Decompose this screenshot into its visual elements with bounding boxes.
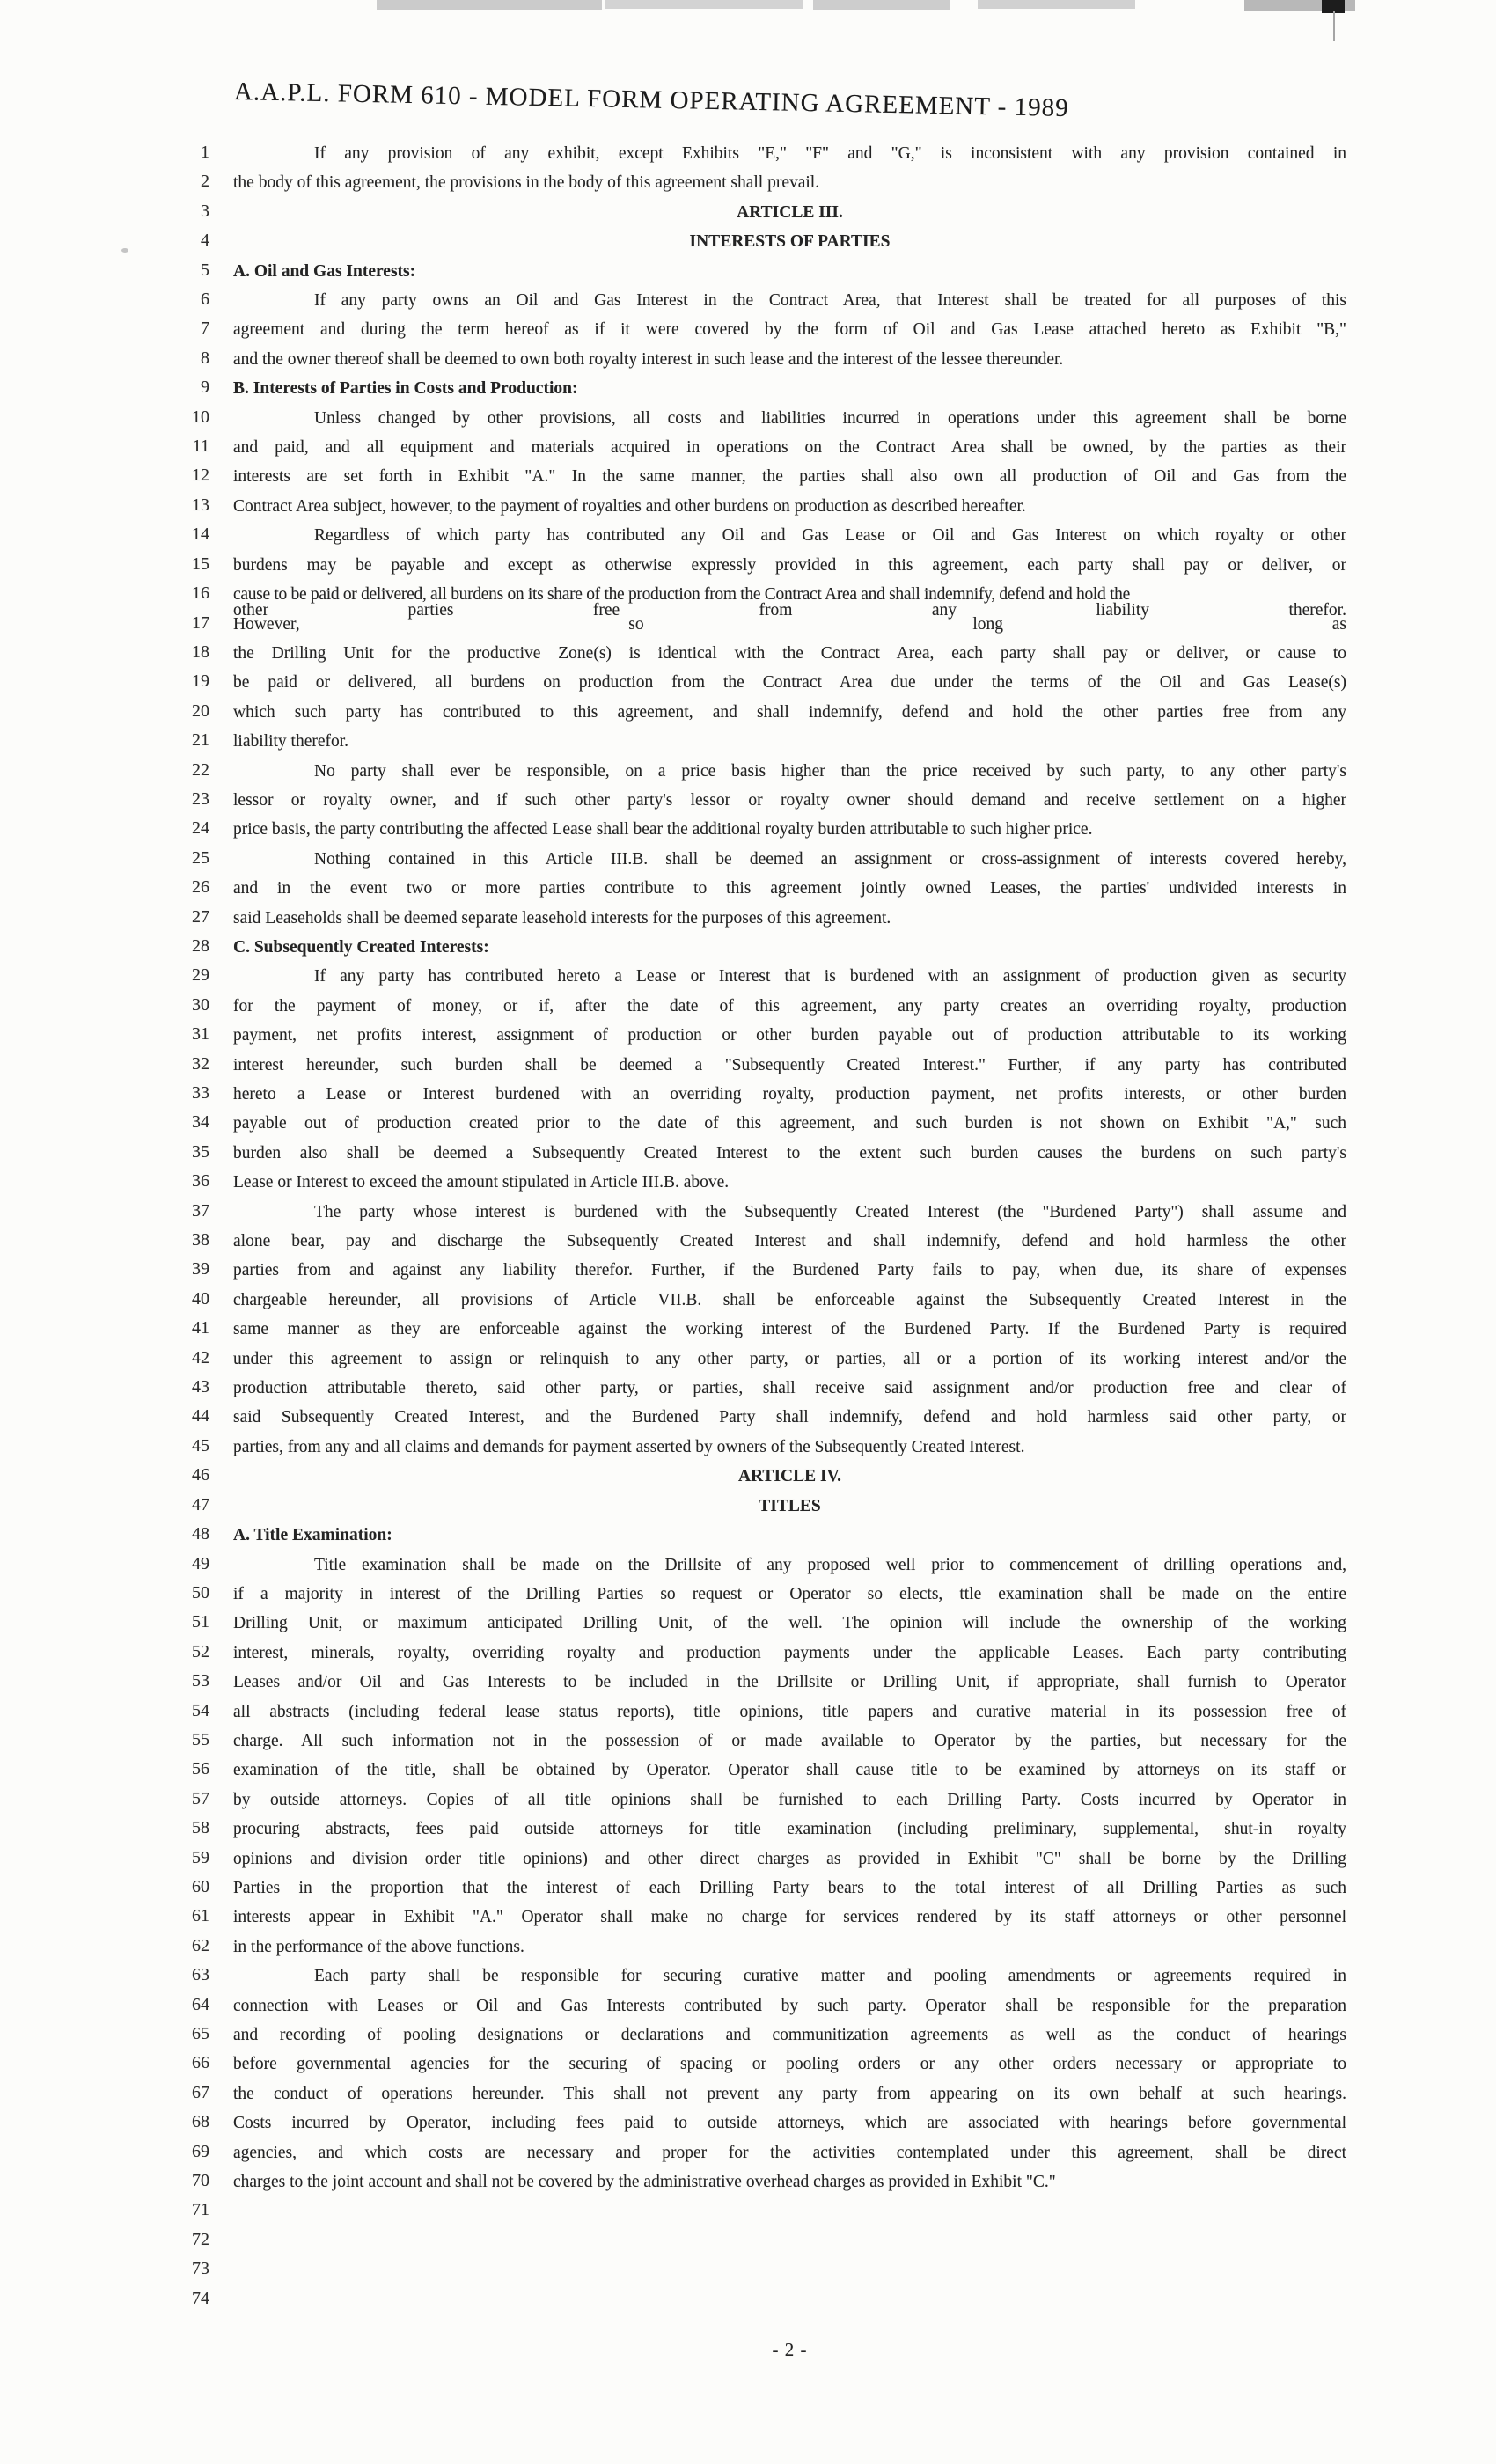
line-number: 65 (192, 2024, 209, 2043)
line-row (0, 877, 1496, 906)
line-number: 16 (192, 583, 209, 604)
line-number: 55 (192, 1729, 209, 1749)
line-number: 18 (192, 642, 209, 662)
line-number: 47 (192, 1494, 209, 1514)
line-text: opinions and division order title opinions) and other direct charges as provided in Exhibit "C" shall be borne by the Drilling (233, 1849, 1346, 1868)
line-number: 67 (192, 2082, 209, 2102)
line-row (0, 1642, 1496, 1671)
line-text: production attributable thereto, said other party, or parties, shall receive said assignment and/or production free and clear of (233, 1379, 1346, 1398)
line-number: 24 (192, 818, 209, 839)
line-number: 38 (192, 1230, 209, 1250)
line-text: interest, minerals, royalty, overriding royalty and production payments under the applicable Leases. Each party contributing (233, 1643, 1346, 1662)
line-text: interests are set forth in Exhibit "A." In the same manner, the parties shall also own all production of Oil and Gas from the (233, 467, 1346, 487)
line-text: and in the event two or more parties contribute to this agreement jointly owned Leases, the parties' undivided interests in (233, 879, 1346, 898)
line-text: The party whose interest is burdened with the Subsequently Created Interest (the "Burdened Party") shall assume and (314, 1202, 1346, 1221)
line-row (0, 1524, 1496, 1553)
line-text: Each party shall be responsible for securing curative matter and pooling amendments or agreements required in (314, 1967, 1346, 1986)
line-number: 31 (192, 1024, 209, 1045)
line-text: Nothing contained in this Article III.B. shall be deemed an assignment or cross-assignment of interests covered hereby, (314, 849, 1346, 869)
line-number: 25 (192, 847, 209, 868)
line-text: payment, net profits interest, assignment of production or other burden payable out of production attributable to its working (233, 1026, 1346, 1045)
line-text: Lease or Interest to exceed the amount stipulated in Article III.B. above. (233, 1173, 730, 1192)
line-number: 57 (192, 1788, 209, 1808)
line-text: and the owner thereof shall be deemed to own both royalty interest in such lease and the interest of the lessee thereunder. (233, 349, 1064, 369)
spread-word: parties (407, 601, 454, 620)
line-number: 12 (192, 466, 209, 486)
line-text: in the performance of the above functions. (233, 1937, 524, 1956)
line-row (0, 583, 1496, 620)
line-row (0, 2289, 1496, 2318)
line-number: 41 (192, 1318, 209, 1338)
line-text: C. Subsequently Created Interests: (233, 937, 489, 957)
line-row (0, 1848, 1496, 1877)
line-row (0, 172, 1496, 201)
line-text: price basis, the party contributing the affected Lease shall bear the additional royalty burden attributable to such higher price. (233, 820, 1093, 840)
line-text: lessor or royalty owner, and if such other party's lessor or royalty owner should demand and receive settlement on a higher (233, 790, 1346, 810)
line-row (0, 1377, 1496, 1406)
line-row (0, 936, 1496, 965)
line-row (0, 2259, 1496, 2288)
line-text: B. Interests of Parties in Costs and Production: (233, 379, 578, 399)
line-number: 49 (192, 1553, 209, 1573)
line-number: 21 (192, 730, 209, 751)
line-number: 70 (192, 2171, 209, 2191)
line-text: burdens may be payable and except as otherwise expressly provided in this agreement, each party shall pay or deliver, or (233, 555, 1346, 575)
line-number: 68 (192, 2112, 209, 2132)
line-number: 39 (192, 1259, 209, 1280)
line-number: 64 (192, 1994, 209, 2014)
line-number: 66 (192, 2053, 209, 2073)
line-row (0, 1671, 1496, 1700)
line-row (0, 524, 1496, 554)
line-text: and paid, and all equipment and materials acquired in operations on the Contract Area shall be owned, by the parties as their (233, 438, 1346, 458)
line-text: interests appear in Exhibit "A." Operator shall make no charge for services rendered by its staff attorneys or other personnel (233, 1908, 1346, 1927)
line-row (0, 1024, 1496, 1053)
line-text: chargeable hereunder, all provisions of Article VII.B. shall be enforceable against the Subsequently Created Interest in the (233, 1290, 1346, 1309)
line-row (0, 1877, 1496, 1906)
line-number: 50 (192, 1582, 209, 1602)
line-number: 4 (201, 231, 209, 251)
line-row (0, 1171, 1496, 1200)
scan-artifact-band (377, 0, 602, 10)
line-row (0, 436, 1496, 466)
line-number: 28 (192, 935, 209, 956)
line-text: procuring abstracts, fees paid outside attorneys for title examination (including preliminary, supplemental, shut-in royalty (233, 1820, 1346, 1839)
line-row (0, 613, 1496, 642)
line-row (0, 1495, 1496, 1524)
line-row (0, 2112, 1496, 2141)
line-text (233, 613, 1346, 635)
line-number: 19 (192, 671, 209, 692)
line-number: 6 (201, 290, 209, 310)
line-text: If any party owns an Oil and Gas Interest in the Contract Area, that Interest shall be treated for all purposes of this (314, 291, 1346, 311)
line-number: 53 (192, 1671, 209, 1691)
line-row (0, 554, 1496, 583)
line-number: 36 (192, 1171, 209, 1192)
line-text: under this agreement to assign or relinquish to any other party, or parties, all or a portion of its working interest and/or the (233, 1349, 1346, 1368)
line-number: 22 (192, 759, 209, 780)
line-text: alone bear, pay and discharge the Subsequently Created Interest and shall indemnify, defend and hold harmless the other (233, 1232, 1346, 1251)
line-row (0, 760, 1496, 789)
line-number: 54 (192, 1700, 209, 1720)
line-text: same manner as they are enforceable against the working interest of the Burdened Party. If the Burdened Party is required (233, 1320, 1346, 1339)
line-text: ARTICLE IV. (737, 1467, 842, 1486)
line-number: 43 (192, 1377, 209, 1397)
line-row (0, 1995, 1496, 2024)
line-text: said Subsequently Created Interest, and the Burdened Party shall indemnify, defend and hold harmless said other party, or (233, 1408, 1346, 1427)
line-number: 62 (192, 1935, 209, 1955)
line-number: 10 (192, 407, 209, 427)
line-row (0, 671, 1496, 700)
line-number: 32 (192, 1053, 209, 1074)
line-row (0, 1789, 1496, 1818)
line-number: 71 (192, 2200, 209, 2220)
line-text: if a majority in interest of the Drilling Parties so request or Operator so elects, ttle examination shall be made on the entire (233, 1584, 1346, 1603)
line-text: charges to the joint account and shall not be covered by the administrative overhead charges as provided in Exhibit "C." (233, 2173, 1056, 2192)
spread-word: as (1331, 614, 1346, 634)
line-text: payable out of production created prior to the date of this agreement, and such burden is not shown on Exhibit "A," such (233, 1114, 1346, 1133)
line-row (0, 1759, 1496, 1788)
spread-word: However, (233, 614, 300, 634)
line-number: 63 (192, 1965, 209, 1985)
line-row (0, 1201, 1496, 1230)
line-row (0, 1906, 1496, 1935)
line-text: Parties in the proportion that the interest of each Drilling Party bears to the total interest of all Drilling Parties as such (233, 1878, 1346, 1897)
scan-artifact-band (813, 0, 950, 10)
line-text: agencies, and which costs are necessary and proper for the activities contemplated under this agreement, shall be direct (233, 2143, 1346, 2162)
line-row (0, 789, 1496, 818)
line-row (0, 1112, 1496, 1141)
line-text: ARTICLE III. (737, 202, 843, 222)
line-row (0, 1965, 1496, 1994)
line-number: 61 (192, 1906, 209, 1926)
line-text: Drilling Unit, or maximum anticipated Drilling Unit, of the well. The opinion will include the ownership of the working (233, 1614, 1346, 1633)
line-row (0, 495, 1496, 524)
line-text: the conduct of operations hereunder. This shall not prevent any party from appearing on its own behalf at such hearings. (233, 2084, 1346, 2103)
page-title: A.A.P.L. FORM 610 - MODEL FORM OPERATING AGREEMENT - 1989 (233, 77, 1069, 123)
line-row (0, 260, 1496, 290)
line-text: parties from and against any liability therefor. Further, if the Burdened Party fails to pay, when due, its share of expenses (233, 1261, 1346, 1280)
line-text: No party shall ever be responsible, on a price basis higher than the price received by such party, to any other party's (314, 761, 1346, 781)
line-number: 3 (201, 201, 209, 221)
line-text: TITLES (759, 1496, 821, 1515)
line-number: 2 (201, 172, 209, 192)
line-row (0, 1142, 1496, 1171)
line-number: 42 (192, 1347, 209, 1368)
line-text: Contract Area subject, however, to the payment of royalties and other burdens on production as described hereafter. (233, 496, 1026, 516)
line-number: 26 (192, 877, 209, 898)
line-text: which such party has contributed to this agreement, and shall indemnify, defend and hold the other parties free from any (233, 702, 1346, 722)
line-text: all abstracts (including federal lease status reports), title opinions, title papers and curative material in its possession free of (233, 1702, 1346, 1721)
line-text: Title examination shall be made on the Drillsite of any proposed well prior to commencement of drilling operations and, (314, 1555, 1346, 1574)
line-row (0, 1318, 1496, 1347)
line-row (0, 730, 1496, 759)
line-number: 33 (192, 1083, 209, 1103)
scan-artifact-band (605, 0, 803, 9)
line-row (0, 2083, 1496, 2112)
line-text: parties, from any and all claims and demands for payment asserted by owners of the Subsequently Created Interest. (233, 1437, 1025, 1456)
line-number: 8 (201, 348, 209, 368)
line-row (0, 642, 1496, 671)
line-row (0, 2171, 1496, 2200)
line-number: 58 (192, 1818, 209, 1838)
line-row (0, 1348, 1496, 1377)
line-row (0, 1465, 1496, 1494)
line-row (0, 995, 1496, 1024)
spread-word: free (592, 601, 620, 620)
line-number: 20 (192, 700, 209, 721)
line-row (0, 965, 1496, 994)
line-number: 46 (192, 1465, 209, 1485)
line-number: 52 (192, 1641, 209, 1661)
spread-word: long (972, 614, 1004, 634)
line-text: Costs incurred by Operator, including fees paid to outside attorneys, which are associated with hearings before governmental (233, 2114, 1346, 2133)
line-number: 13 (192, 495, 209, 515)
line-row (0, 202, 1496, 231)
line-row (0, 1701, 1496, 1730)
spread-word: therefor. (1288, 601, 1346, 620)
spread-word: other (233, 601, 269, 620)
line-row (0, 1083, 1496, 1112)
line-text: A. Title Examination: (233, 1526, 392, 1545)
page-number: - 2 - (772, 2339, 808, 2360)
line-number: 37 (192, 1200, 209, 1221)
line-number: 5 (201, 260, 209, 280)
line-text: charge. All such information not in the possession of or made available to Operator by the parties, but necessary for the (233, 1731, 1346, 1750)
spread-word: from (759, 601, 793, 620)
line-text: connection with Leases or Oil and Gas Interests contributed by such party. Operator shall be responsible for the preparation (233, 1996, 1346, 2015)
line-row (0, 1730, 1496, 1759)
line-row (0, 848, 1496, 877)
spread-word: any (931, 601, 957, 620)
line-number: 56 (192, 1759, 209, 1779)
spread-word: so (628, 614, 644, 634)
line-number: 15 (192, 554, 209, 574)
line-row (0, 2230, 1496, 2259)
line-number: 1 (201, 143, 209, 162)
spread-word: liability (1096, 601, 1150, 620)
line-row (0, 407, 1496, 436)
line-number: 45 (192, 1435, 209, 1456)
line-number: 74 (192, 2288, 209, 2308)
line-number: 35 (192, 1141, 209, 1162)
line-number: 9 (201, 378, 209, 398)
line-row (0, 1554, 1496, 1583)
line-text: A. Oil and Gas Interests: (233, 261, 416, 281)
line-text: said Leaseholds shall be deemed separate leasehold interests for the purposes of this agreement. (233, 908, 891, 928)
line-row (0, 2200, 1496, 2229)
line-row (0, 1289, 1496, 1318)
line-text: interest hereunder, such burden shall be deemed a "Subsequently Created Interest." Further, if any party has contributed (233, 1055, 1346, 1074)
line-text: hereto a Lease or Interest burdened with an overriding royalty, production payment, net profits interests, or other burden (233, 1085, 1346, 1104)
line-row (0, 466, 1496, 495)
line-row (0, 2053, 1496, 2082)
line-text: If any party has contributed hereto a Lease or Interest that is burdened with an assignment of production given as security (314, 967, 1346, 986)
line-number: 14 (192, 524, 209, 545)
line-number: 17 (192, 612, 209, 633)
line-text: liability therefor. (233, 732, 349, 752)
line-row (0, 2024, 1496, 2053)
line-number: 69 (192, 2141, 209, 2161)
line-row (0, 231, 1496, 260)
line-text: the Drilling Unit for the productive Zone(s) is identical with the Contract Area, each party shall pay or deliver, or cause to (233, 643, 1346, 663)
line-row (0, 1230, 1496, 1259)
line-text-primary: cause to be paid or delivered, all burdens on its share of the production from the Contract Area and shall indemnify, defend and hold the (233, 585, 1130, 605)
line-row (0, 319, 1496, 348)
line-text: the body of this agreement, the provisions in the body of this agreement shall prevail. (233, 173, 820, 193)
line-number: 23 (192, 788, 209, 809)
line-rows (0, 143, 1496, 2318)
line-number: 44 (192, 1406, 209, 1426)
line-row (0, 2142, 1496, 2171)
line-number: 72 (192, 2229, 209, 2249)
line-number: 51 (192, 1612, 209, 1632)
line-row (0, 378, 1496, 407)
line-number: 30 (192, 994, 209, 1015)
line-text: agreement and during the term hereof as if it were covered by the form of Oil and Gas Lease attached hereto as Exhibit "B," (233, 320, 1346, 340)
line-row (0, 1436, 1496, 1465)
line-row (0, 701, 1496, 730)
line-text: examination of the title, shall be obtained by Operator. Operator shall cause title to be examined by attorneys on its staff or (233, 1761, 1346, 1780)
line-number: 73 (192, 2259, 209, 2279)
line-number: 48 (192, 1524, 209, 1544)
line-number: 29 (192, 965, 209, 986)
line-number: 60 (192, 1876, 209, 1896)
line-row (0, 348, 1496, 378)
line-text: for the payment of money, or if, after the date of this agreement, any party creates an overriding royalty, production (233, 996, 1346, 1016)
line-number: 11 (192, 436, 209, 457)
line-text: burden also shall be deemed a Subsequently Created Interest to the extent such burden causes the burdens on such party's (233, 1143, 1346, 1162)
line-row (0, 818, 1496, 847)
line-text: by outside attorneys. Copies of all title opinions shall be furnished to each Drilling Party. Costs incurred by Operator in (233, 1790, 1346, 1809)
line-text: Leases and/or Oil and Gas Interests to be included in the Drillsite or Drilling Unit, if appropriate, shall furnish to Operator (233, 1673, 1346, 1692)
line-row (0, 1054, 1496, 1083)
line-text: If any provision of any exhibit, except Exhibits "E," "F" and "G," is inconsistent with any provision contained in (314, 144, 1346, 163)
line-number: 34 (192, 1112, 209, 1133)
line-row (0, 1406, 1496, 1435)
line-row (0, 1583, 1496, 1612)
line-number: 27 (192, 906, 209, 927)
line-number: 7 (201, 319, 209, 339)
scan-artifact-band (978, 0, 1135, 9)
line-row (0, 1612, 1496, 1641)
line-text: before governmental agencies for the securing of spacing or pooling orders or any other orders necessary or appropriate to (233, 2055, 1346, 2074)
line-row (0, 143, 1496, 172)
line-number: 59 (192, 1847, 209, 1867)
line-row (0, 907, 1496, 936)
line-text: Regardless of which party has contributed any Oil and Gas Lease or Oil and Gas Interest on which royalty or other (314, 526, 1346, 546)
line-row (0, 290, 1496, 319)
line-row (0, 1818, 1496, 1847)
line-text: and recording of pooling designations or declarations and communitization agreements as well as the conduct of hearings (233, 2026, 1346, 2044)
line-text: INTERESTS OF PARTIES (689, 232, 891, 252)
line-number: 40 (192, 1288, 209, 1309)
line-text: Unless changed by other provisions, all costs and liabilities incurred in operations under this agreement shall be borne (314, 408, 1346, 428)
line-row (0, 1259, 1496, 1288)
scan-artifact-line (1333, 11, 1335, 41)
line-row (0, 1936, 1496, 1965)
line-text: be paid or delivered, all burdens on production from the Contract Area due under the terms of the Oil and Gas Lease(s) (233, 673, 1346, 693)
